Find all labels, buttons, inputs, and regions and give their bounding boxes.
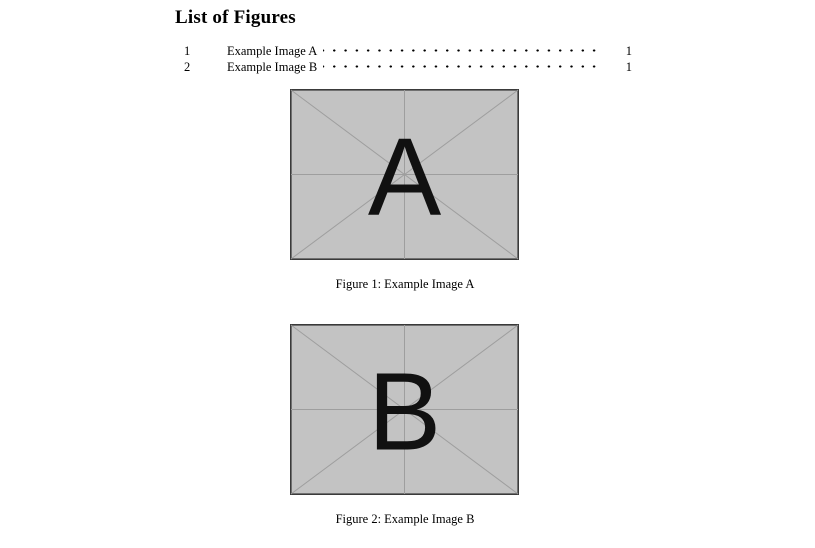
figure-1-letter: A [367,115,442,239]
lof-entry-figure-2[interactable] [184,59,632,75]
lof-entry-page-number: 1 [625,60,632,74]
figure-2-placeholder-image [290,324,519,495]
lof-heading: List of Figures [175,7,296,28]
figure-2-letter: B [367,350,442,474]
lof-list [184,43,632,75]
lof-entry-number: 1 [184,44,191,58]
lof-entry-page-number: 1 [625,44,632,58]
lof-entry-figure-1[interactable] [184,43,632,59]
figure-2-caption: Figure 2: Example Image B [335,512,475,526]
lof-entry-number: 2 [184,60,191,74]
figure-1-caption: Figure 1: Example Image A [335,277,475,291]
dot-leader [323,43,602,59]
dot-leader [323,59,602,75]
lof-entry-label: Example Image A [227,44,318,58]
lof-entry-label: Example Image B [227,60,318,74]
figure-1-placeholder-image [290,89,519,260]
